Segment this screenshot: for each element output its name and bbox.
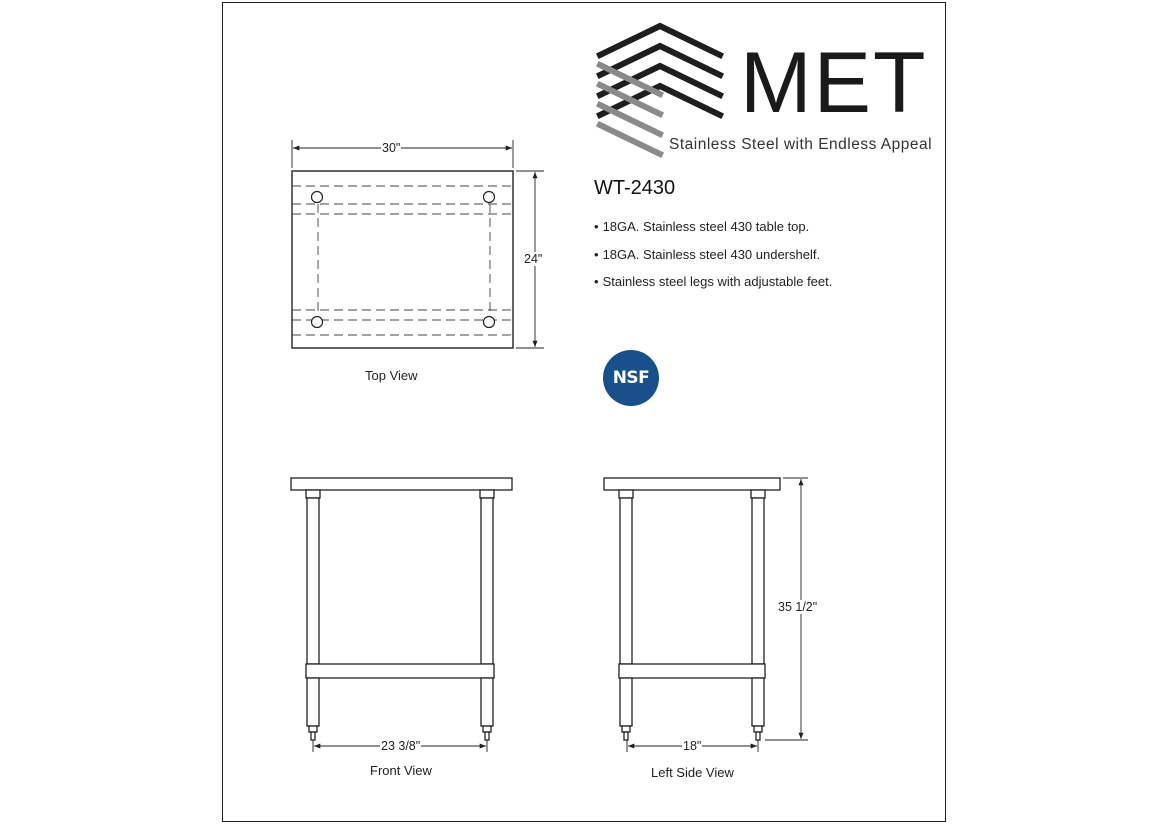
feature-item: • 18GA. Stainless steel 430 undershelf. [594,246,821,262]
side-view-depth-dim: 18" [683,739,702,753]
top-view-drawing [292,140,544,348]
met-logo-chevrons [600,26,720,154]
top-view-width-dim: 30" [382,141,401,155]
feature-item: • Stainless steel legs with adjustable feet. [594,274,833,289]
side-view-drawing [604,478,808,752]
side-view-height-dim: 35 1/2" [778,600,818,614]
feature-list [594,219,832,302]
feature-item: • 18GA. Stainless steel 430 table top. [594,219,810,234]
front-view-caption: Front View [370,763,432,778]
front-view-drawing [291,478,512,752]
brand-name: MET [740,35,928,131]
side-view-caption: Left Side View [651,765,734,780]
brand-tagline: Stainless Steel with Endless Appeal [669,136,933,153]
nsf-certification-badge: NSF [603,350,659,406]
top-view-caption: Top View [365,368,418,383]
top-view-depth-dim: 24" [524,252,543,266]
front-view-width-dim: 23 3/8" [381,739,421,753]
model-number: WT-2430 [594,177,676,199]
